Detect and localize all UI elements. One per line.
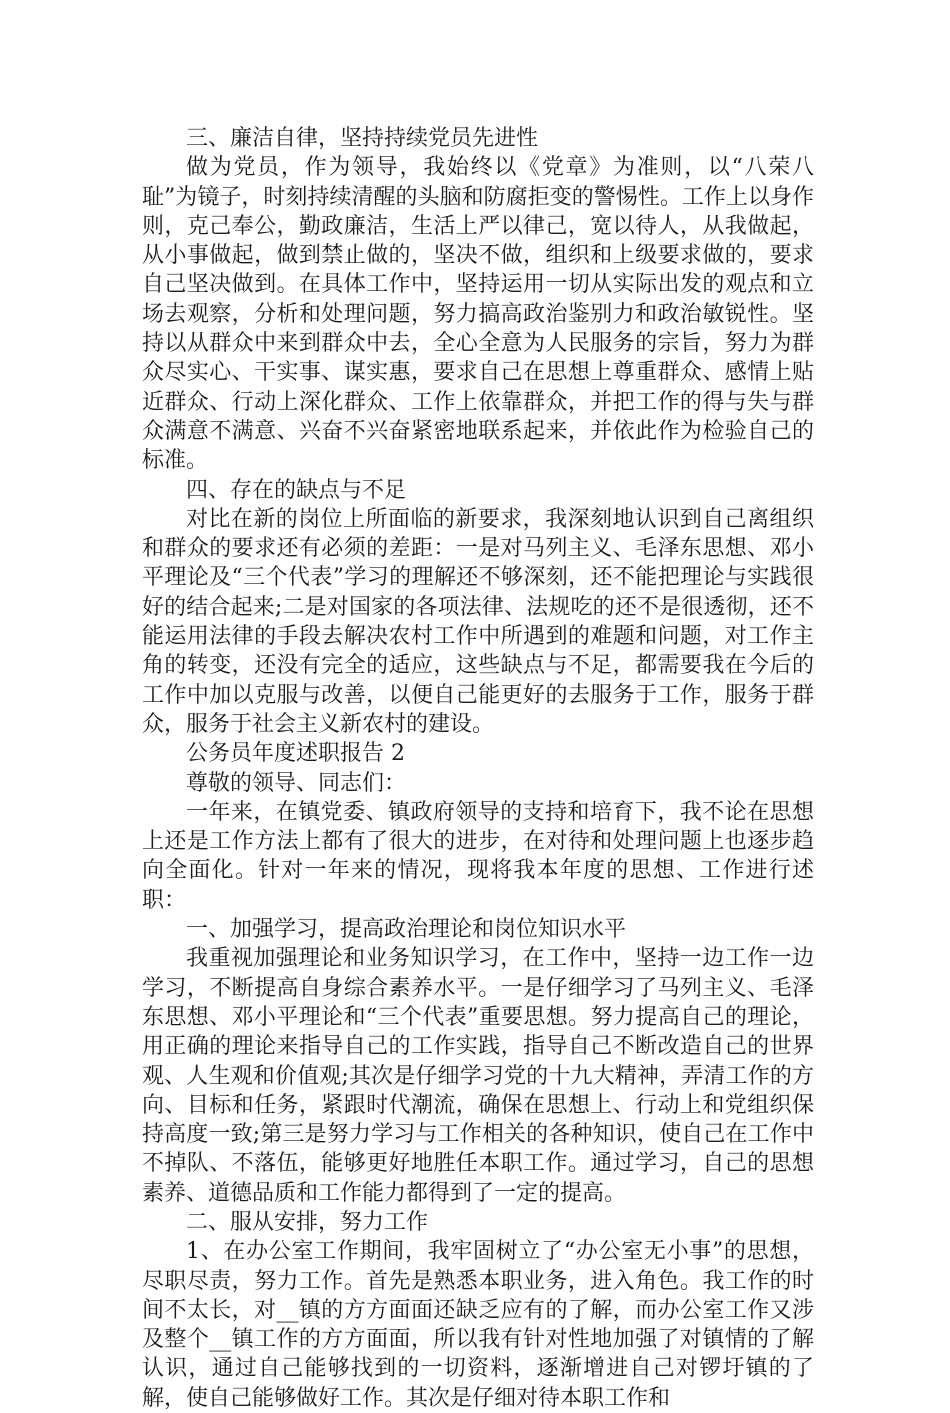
report-title: 公务员年度述职报告 2 xyxy=(186,741,405,767)
section-heading-shortcomings: 四、存在的缺点与不足 xyxy=(186,477,407,503)
section-heading-integrity: 三、廉洁自律，坚持持续党员先进性 xyxy=(186,126,539,151)
section-heading-work: 二、服从安排，努力工作 xyxy=(186,1209,429,1235)
body-paragraph: 我重视加强理论和业务知识学习，在工作中，坚持一边工作一边学习，不断提高自身综合素养水平。一是仔细学习了马列主义、毛泽东思想、邓小平理论和“三个代表”重要思想。努力提高自己的理论，用正确的理论来指导自己的工作实践，指导自己不断改造自己的世界观、人生观和价值观;其次是仔细学习党的十九大精神，弄清工作的方向、目标和任务，紧跟时代潮流，确保在思想上、行动上和党组织保持高度一致;第三是努力学习与工作相关的各种知识，使自己在工作中不掉队、不落伍，能够更好地胜任本职工作。通过学习，自己的思想素养、道德品质和工作能力都得到了一定的提高。 xyxy=(142,946,814,1206)
body-paragraph: 1、在办公室工作期间，我牢固树立了“办公室无小事”的思想，尽职尽责，努力工作。首先是熟悉本职业务，进入角色。我工作的时间不太长，对__镇的方方面面还缺乏应有的了解，而办公室工作又涉及整个__镇工作的方方面面，所以我有针对性地加强了对镇情的了解认识，通过自己能够找到的一切资料，逐渐增进自己对锣圩镇的了解，使自己能够做好工作。其次是仔细对待本职工作和 xyxy=(142,1239,814,1411)
document-body xyxy=(142,124,814,1413)
section-heading-study: 一、加强学习，提高政治理论和岗位知识水平 xyxy=(186,917,627,943)
body-paragraph: 做为党员，作为领导，我始终以《党章》为准则，以“八荣八耻”为镜子，时刻持续清醒的头脑和防腐拒变的警惕性。工作上以身作则，克己奉公，勤政廉洁，生活上严以律己，宽以待人，从我做起，从小事做起，做到禁止做的，坚决不做，组织和上级要求做的，要求自己坚决做到。在具体工作中，坚持运用一切从实际出发的观点和立场去观察，分析和处理问题，努力搞高政治鉴别力和政治敏锐性。坚持以从群众中来到群众中去，全心全意为人民服务的宗旨，努力为群众尽实心、干实事、谋实惠，要求自己在思想上尊重群众、感情上贴近群众、行动上深化群众、工作上依靠群众，并把工作的得与失与群众满意不满意、兴奋不兴奋紧密地联系起来，并依此作为检验自己的标准。 xyxy=(142,155,814,474)
body-paragraph: 一年来，在镇党委、镇政府领导的支持和培育下，我不论在思想上还是工作方法上都有了很大的进步，在对待和处理问题上也逐步趋向全面化。针对一年来的情况，现将我本年度的思想、工作进行述职： xyxy=(142,799,814,913)
salutation: 尊敬的领导、同志们： xyxy=(186,770,407,796)
body-paragraph: 对比在新的岗位上所面临的新要求，我深刻地认识到自己离组织和群众的要求还有必须的差距：一是对马列主义、毛泽东思想、邓小平理论及“三个代表”学习的理解还不够深刻，还不能把理论与实践很好的结合起来;二是对国家的各项法律、法规吃的还不是很透彻，还不能运用法律的手段去解决农村工作中所遇到的难题和问题，对工作主角的转变，还没有完全的适应，这些缺点与不足，都需要我在今后的工作中加以克服与改善，以便自己能更好的去服务于工作，服务于群众，服务于社会主义新农村的建设。 xyxy=(142,506,814,737)
